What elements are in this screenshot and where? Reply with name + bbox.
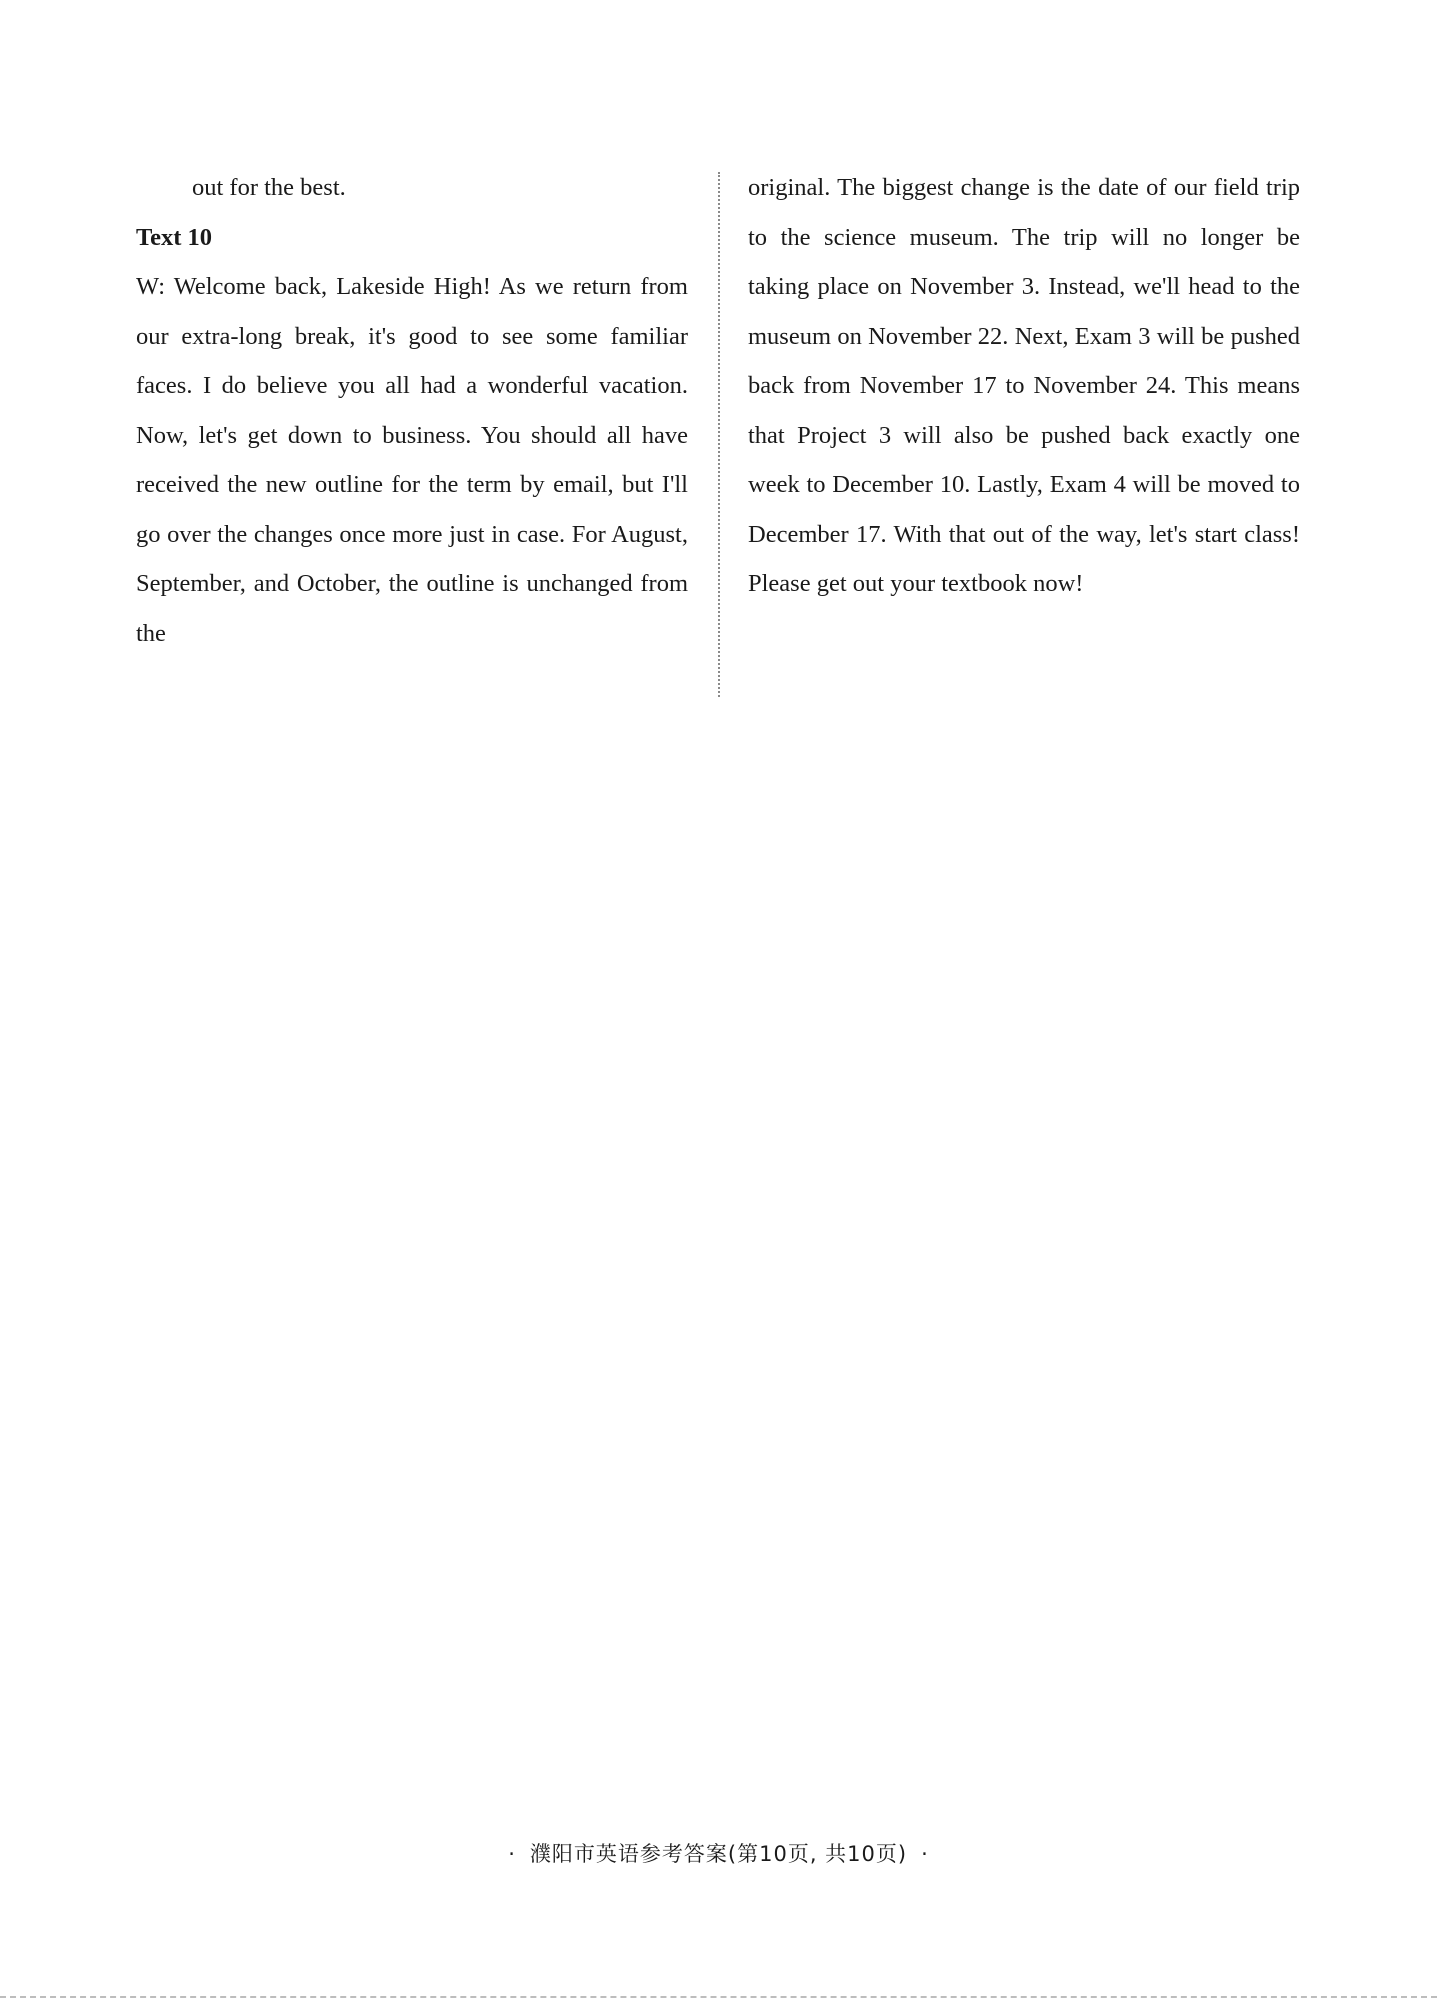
transcript-paragraph-left: W: Welcome back, Lakeside High! As we return from our extra-long break, it's good to see some familiar faces. I do believe you all had a wonderful vacation. Now, let's get down to business. You should all have received the new outline for the term by email, but I'll go over the changes once more just in case. For August, September, and October, the outline is unchanged from the [136,273,688,647]
footer-bullet-right: · [921,1842,929,1866]
column-divider [718,172,720,697]
right-column [748,163,1300,609]
footer-page-label: 濮阳市英语参考答案(第10页, 共10页) [529,1842,908,1866]
continuation-text: out for the best. [192,174,346,201]
page-footer [0,1838,1437,1868]
scan-edge-line [0,1996,1437,2001]
transcript-paragraph-right: original. The biggest change is the date of our field trip to the science museum. The trip will no longer be taking place on November 3. Instead, we'll head to the museum on November 22. Next, Exam 3 will be pushed back from November 17 to November 24. This means that Project 3 will also be pushed back exactly one week to December 10. Lastly, Exam 4 will be moved to December 17. With that out of the way, let's start class! Please get out your textbook now! [748,174,1300,597]
left-column [136,163,688,658]
footer-bullet-left: · [508,1842,516,1866]
section-heading: Text 10 [136,223,213,251]
